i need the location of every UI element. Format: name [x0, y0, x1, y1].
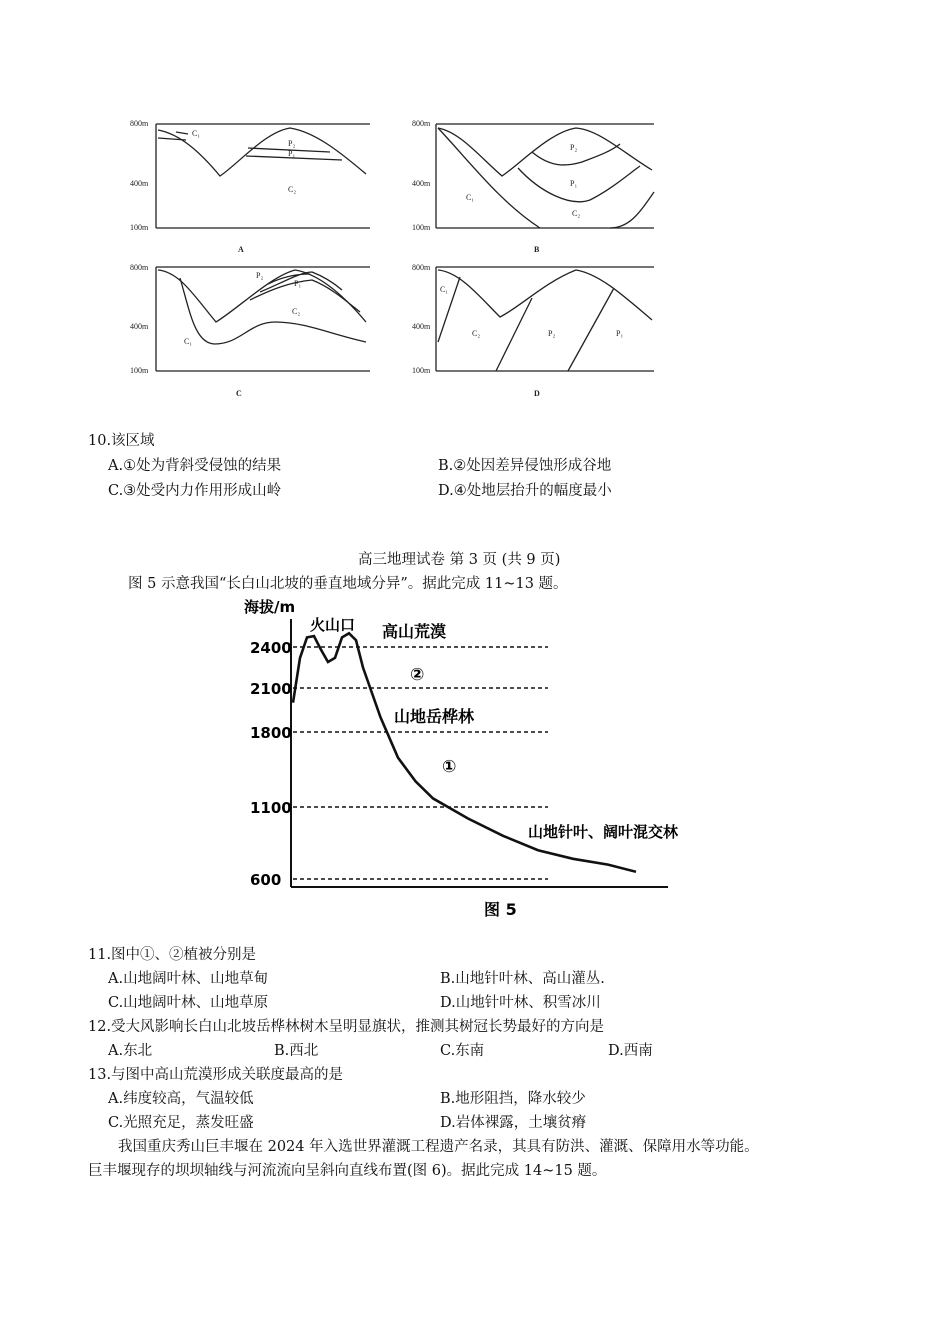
- layer-label: C₂: [292, 307, 301, 316]
- axis-top-a: 800m: [130, 119, 149, 128]
- panel-d-surface: [438, 270, 652, 320]
- layer-label: P₁: [294, 279, 302, 288]
- page-footer: 高三地理试卷 第 3 页 (共 9 页): [358, 552, 561, 568]
- q11-stem: 11.图中①、②植被分别是: [88, 947, 257, 963]
- axis-mid-a: 400m: [130, 179, 149, 188]
- axis-mid-b: 400m: [412, 179, 431, 188]
- axis-bottom-c: 100m: [130, 366, 149, 375]
- q12-option-b: B.西北: [274, 1043, 319, 1059]
- layer-label: C₂: [288, 185, 297, 194]
- panel-b-strata: [438, 128, 654, 228]
- y-tick-label: 600: [250, 871, 282, 889]
- layer-label: P₂: [256, 271, 264, 280]
- axis-top-d: 800m: [412, 263, 431, 272]
- q10-option-a: A.①处为背斜受侵蚀的结果: [108, 458, 282, 474]
- axis-bottom-b: 100m: [412, 223, 431, 232]
- q11-option-b: B.山地针叶林、高山灌丛.: [440, 971, 605, 987]
- q12-stem: 12.受大风影响长白山北坡岳桦林树木呈明显旗状，推测其树冠长势最好的方向是: [88, 1019, 605, 1035]
- axis-mid-d: 400m: [412, 322, 431, 331]
- layer-label: C₁: [192, 129, 201, 138]
- fig6-intro-line1: 我国重庆秀山巨丰堰在 2024 年入选世界灌溉工程遗产名录，其具有防洪、灌溉、保障用水等功能。: [118, 1139, 759, 1155]
- q10-option-c: C.③处受内力作用形成山岭: [108, 483, 282, 499]
- panel-b-label: B: [534, 245, 540, 254]
- axis-bottom-d: 100m: [412, 366, 431, 375]
- zone-1-marker: ①: [442, 757, 457, 777]
- geology-diagrams: [120, 112, 680, 407]
- q10-stem: 10.该区域: [88, 433, 155, 449]
- panel-c-label: C: [236, 389, 242, 398]
- zone-2-marker: ②: [410, 665, 425, 685]
- q11-option-a: A.山地阔叶林、山地草甸: [108, 971, 269, 987]
- q11-option-c: C.山地阔叶林、山地草原: [108, 995, 269, 1011]
- layer-label: P₂: [570, 143, 578, 152]
- q13-stem: 13.与图中高山荒漠形成关联度最高的是: [88, 1067, 344, 1083]
- panel-b-surface: [438, 128, 652, 176]
- q12-option-a: A.东北: [108, 1043, 153, 1059]
- layer-label: P₂: [288, 139, 296, 148]
- q10-option-b: B.②处因差异侵蚀形成谷地: [438, 458, 612, 474]
- q13-option-c: C.光照充足，蒸发旺盛: [108, 1115, 254, 1131]
- y-tick-label: 1800: [250, 724, 292, 742]
- panel-b-frame: [436, 124, 654, 228]
- q13-option-b: B.地形阻挡，降水较少: [440, 1091, 586, 1107]
- chart-title: 图 5: [484, 900, 517, 919]
- layer-label: C₁: [184, 337, 193, 346]
- axis-top-b: 800m: [412, 119, 431, 128]
- q13-option-a: A.纬度较高，气温较低: [108, 1091, 254, 1107]
- q12-option-d: D.西南: [608, 1043, 653, 1059]
- layer-label: C₁: [440, 285, 449, 294]
- y-tick-label: 1100: [250, 799, 292, 817]
- axis-top-c: 800m: [130, 263, 149, 272]
- q12-option-c: C.东南: [440, 1043, 485, 1059]
- q13-option-d: D.岩体裸露，土壤贫瘠: [440, 1115, 587, 1131]
- panel-a-frame: [156, 124, 370, 228]
- axis-bottom-a: 100m: [130, 223, 149, 232]
- fig6-intro-line2: 巨丰堰现存的坝坝轴线与河流流向呈斜向直线布置(图 6)。据此完成 14~15 题。: [88, 1163, 607, 1179]
- y-tick-label: 2400: [250, 639, 292, 657]
- crater-label: 火山口: [310, 616, 356, 634]
- panel-d-frame: [436, 267, 654, 371]
- panel-a-label: A: [238, 245, 244, 254]
- layer-label: C₂: [572, 209, 581, 218]
- y-tick-label: 2100: [250, 680, 292, 698]
- zone-birch-forest: 山地岳桦林: [394, 707, 475, 726]
- y-axis-label: 海拔/m: [244, 598, 296, 616]
- axis-mid-c: 400m: [130, 322, 149, 331]
- zone-mixed-forest: 山地针叶、阔叶混交林: [528, 823, 679, 841]
- panel-d-strata: [438, 277, 614, 371]
- fig5-intro: 图 5 示意我国“长白山北坡的垂直地域分异”。据此完成 11~13 题。: [128, 576, 568, 592]
- panel-c-strata: [180, 272, 366, 344]
- layer-label: P₂: [548, 329, 556, 338]
- layer-label: C₁: [466, 193, 475, 202]
- zone-alpine-desert: 高山荒漠: [382, 622, 447, 641]
- layer-label: C₂: [472, 329, 481, 338]
- panel-a-surface: [158, 128, 366, 176]
- panel-a-strata: [158, 138, 342, 160]
- q11-option-d: D.山地针叶林、积雪冰川: [440, 995, 601, 1011]
- panel-c-frame: [156, 267, 370, 371]
- panel-d-label: D: [534, 389, 540, 398]
- layer-label: P₁: [570, 179, 578, 188]
- q10-option-d: D.④处地层抬升的幅度最小: [438, 483, 612, 499]
- layer-label: P₁: [616, 329, 624, 338]
- fig5-chart: [236, 597, 716, 927]
- layer-label: P₁: [288, 149, 296, 158]
